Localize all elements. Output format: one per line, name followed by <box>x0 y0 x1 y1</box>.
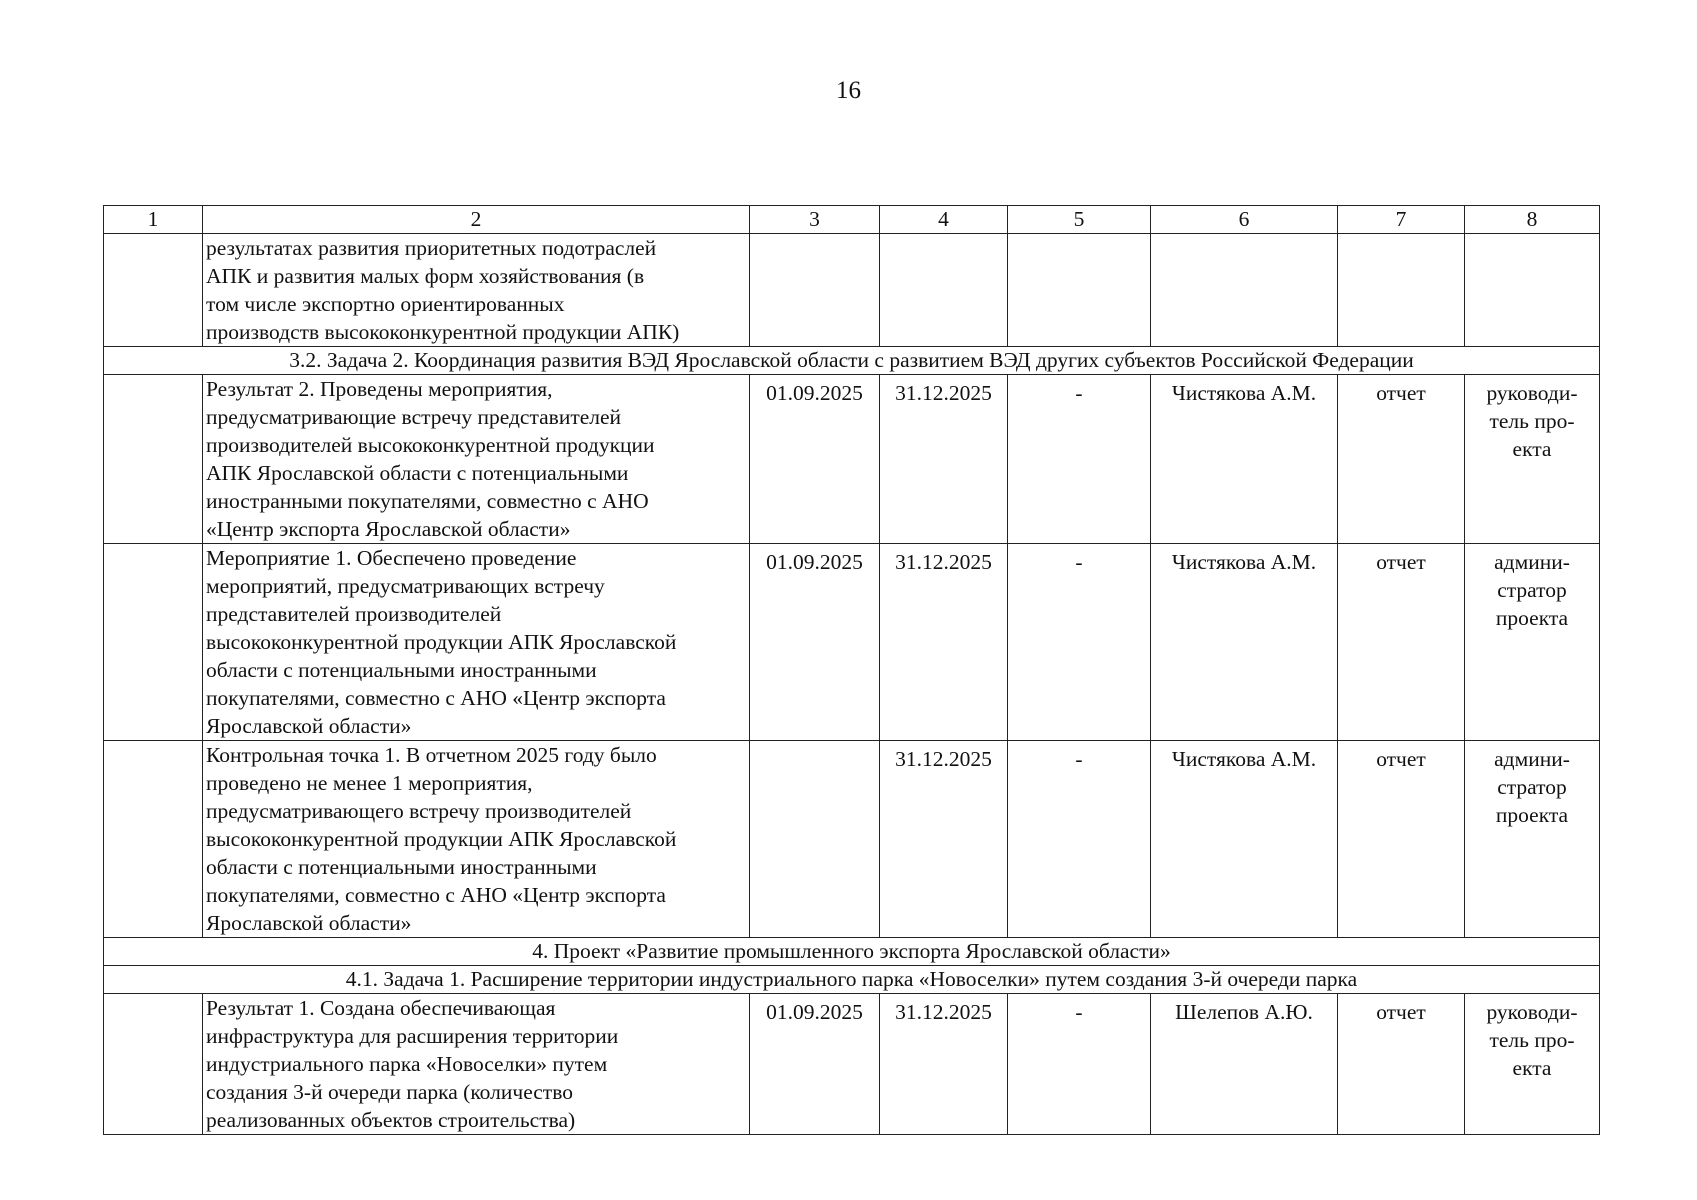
task-row <box>104 966 1600 994</box>
responsible-person: Шелепов А.Ю. <box>1151 994 1338 1135</box>
empty-cell <box>104 741 203 938</box>
project-title: 4. Проект «Развитие промышленного экспорта Ярославской области» <box>104 938 1600 966</box>
responsible-person: Чистякова А.М. <box>1151 741 1338 938</box>
column-number: 1 <box>104 206 203 234</box>
responsible-role: админи- стратор проекта <box>1465 544 1600 741</box>
item-description: Результат 2. Проведены мероприятия, предусматривающие встречу представителей производителей высококонкурентной продукции АПК Ярославской области с потенциальными иностранными покупателями, совместно с АНО «Центр экспорта Ярославской области» <box>203 375 750 544</box>
end-date: 31.12.2025 <box>880 375 1008 544</box>
end-date: 31.12.2025 <box>880 544 1008 741</box>
empty-cell <box>880 234 1008 347</box>
column-5-value: - <box>1008 741 1151 938</box>
empty-cell <box>750 234 880 347</box>
item-description: Результат 1. Создана обеспечивающая инфраструктура для расширения территории индустриального парка «Новоселки» путем создания 3-й очереди парка (количество реализованных объектов строительства) <box>203 994 750 1135</box>
empty-cell <box>1465 234 1600 347</box>
column-number: 3 <box>750 206 880 234</box>
item-description: Мероприятие 1. Обеспечено проведение мероприятий, предусматривающих встречу представителей производителей высококонкурентной продукции АПК Ярославской области с потенциальными иностранными покупателями, совместно с АНО «Центр экспорта Ярославской области» <box>203 544 750 741</box>
document-type: отчет <box>1338 741 1465 938</box>
column-number-row <box>104 206 1600 234</box>
column-5-value: - <box>1008 994 1151 1135</box>
result-row <box>104 994 1600 1135</box>
empty-cell <box>1008 234 1151 347</box>
end-date: 31.12.2025 <box>880 994 1008 1135</box>
task-row <box>104 347 1600 375</box>
item-description: результатах развития приоритетных подотраслей АПК и развития малых форм хозяйствования (в том числе экспортно ориентированных производств высококонкурентной продукции АПК) <box>203 234 750 347</box>
responsible-person: Чистякова А.М. <box>1151 544 1338 741</box>
column-number: 4 <box>880 206 1008 234</box>
continuation-row <box>104 234 1600 347</box>
item-description: Контрольная точка 1. В отчетном 2025 году было проведено не менее 1 мероприятия, предусматривающего встречу производителей высококонкурентной продукции АПК Ярославской области с потенциальными иностранными покупателями, совместно с АНО «Центр экспорта Ярославской области» <box>203 741 750 938</box>
responsible-role: руководи- тель про- екта <box>1465 375 1600 544</box>
plan-table <box>103 205 1600 1135</box>
column-number: 7 <box>1338 206 1465 234</box>
document-type: отчет <box>1338 544 1465 741</box>
empty-cell <box>104 994 203 1135</box>
column-number: 2 <box>203 206 750 234</box>
empty-cell <box>1151 234 1338 347</box>
empty-cell <box>104 544 203 741</box>
column-number: 8 <box>1465 206 1600 234</box>
result-row <box>104 375 1600 544</box>
column-5-value: - <box>1008 544 1151 741</box>
end-date: 31.12.2025 <box>880 741 1008 938</box>
empty-cell <box>1338 234 1465 347</box>
checkpoint-row <box>104 741 1600 938</box>
project-row <box>104 938 1600 966</box>
page-number: 16 <box>836 77 861 104</box>
start-date <box>750 741 880 938</box>
empty-cell <box>104 375 203 544</box>
responsible-role: руководи- тель про- екта <box>1465 994 1600 1135</box>
task-title: 4.1. Задача 1. Расширение территории индустриального парка «Новоселки» путем создания 3-й очереди парка <box>104 966 1600 994</box>
responsible-role: админи- стратор проекта <box>1465 741 1600 938</box>
column-number: 5 <box>1008 206 1151 234</box>
start-date: 01.09.2025 <box>750 544 880 741</box>
start-date: 01.09.2025 <box>750 375 880 544</box>
document-type: отчет <box>1338 375 1465 544</box>
document-type: отчет <box>1338 994 1465 1135</box>
empty-cell <box>104 234 203 347</box>
responsible-person: Чистякова А.М. <box>1151 375 1338 544</box>
event-row <box>104 544 1600 741</box>
task-title: 3.2. Задача 2. Координация развития ВЭД Ярославской области с развитием ВЭД других субъектов Российской Федерации <box>104 347 1600 375</box>
column-number: 6 <box>1151 206 1338 234</box>
start-date: 01.09.2025 <box>750 994 880 1135</box>
column-5-value: - <box>1008 375 1151 544</box>
